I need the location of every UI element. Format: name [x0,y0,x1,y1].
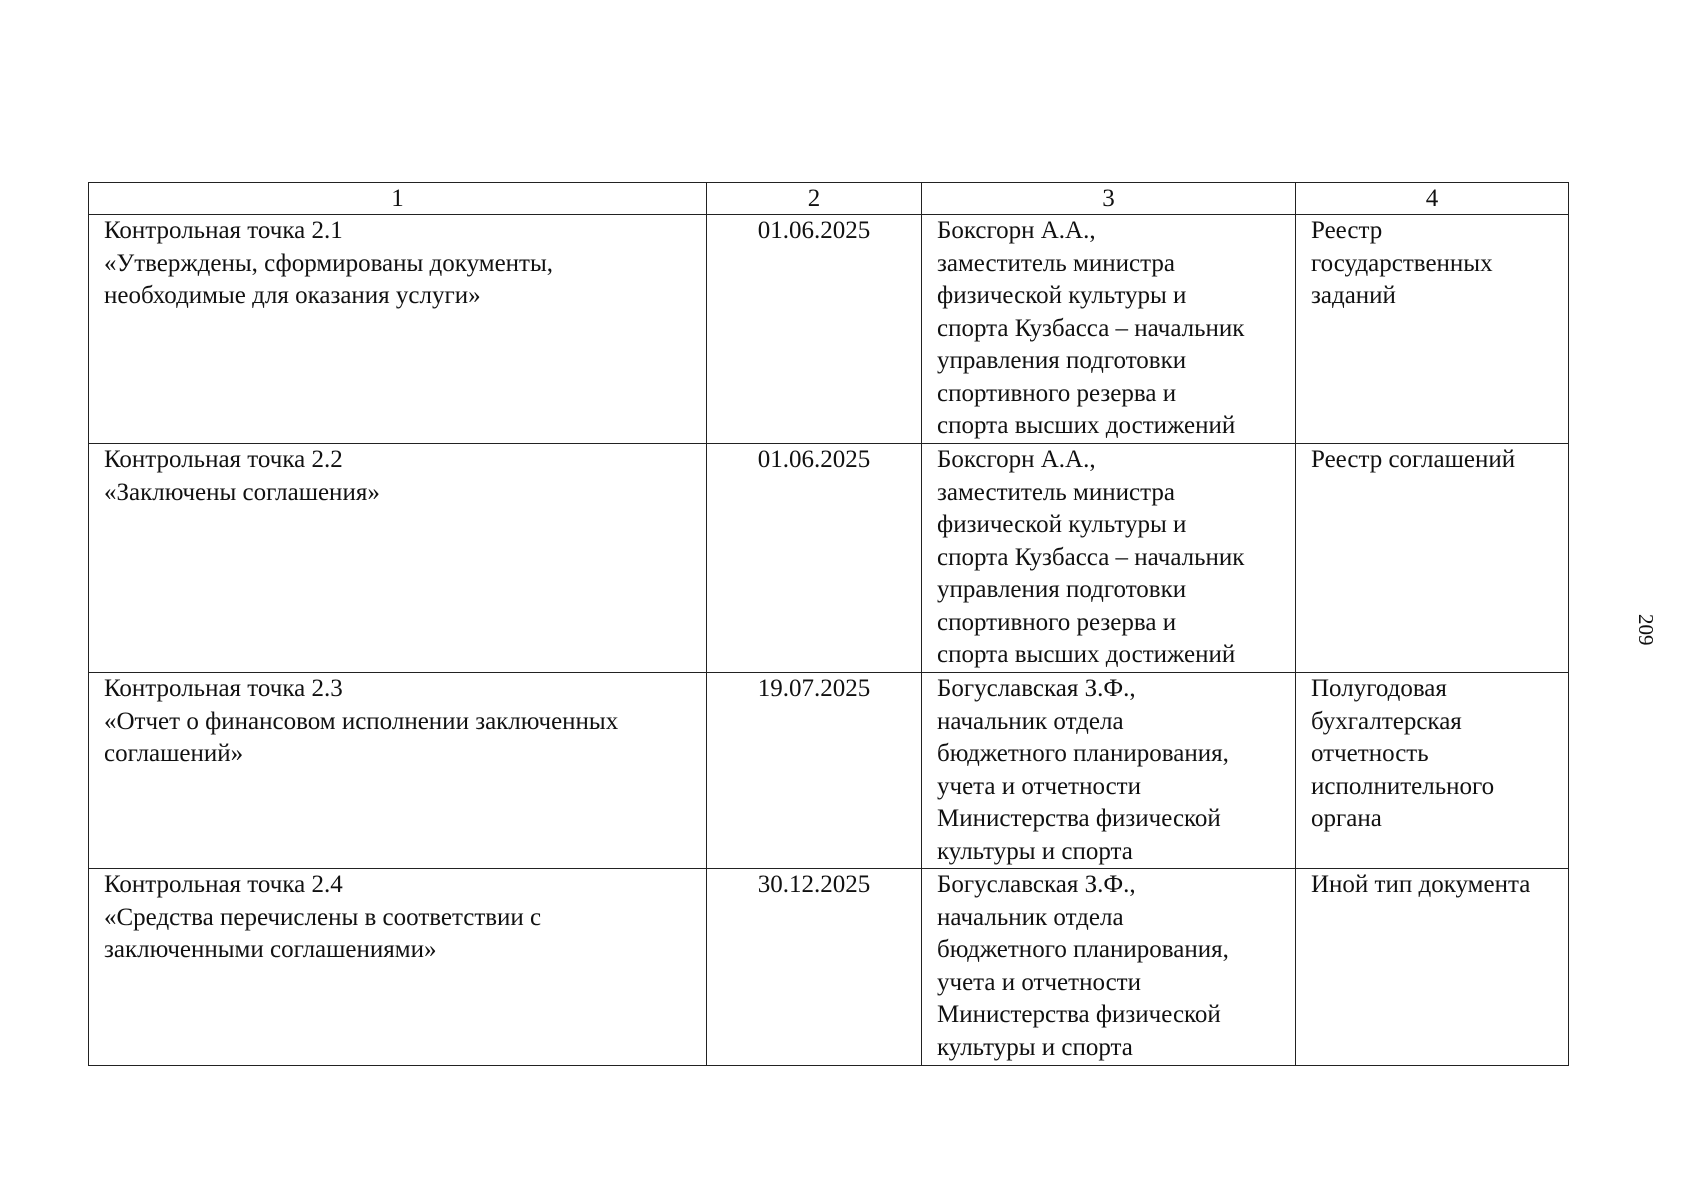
document-type-cell [1296,869,1569,1066]
table-header-row [89,183,1569,215]
cell-line: «Утверждены, сформированы документы, [104,249,554,277]
cell-line: органа [1311,805,1382,832]
control-point-name-cell [89,673,707,869]
cell-line: бухгалтерская [1311,707,1462,735]
control-point-name-cell [89,215,707,444]
cell-line: учета и отчетности [937,968,1141,996]
control-point-name-cell [89,869,707,1066]
cell-line: Богуславская З.Ф., [937,675,1136,702]
cell-line: Контрольная точка 2.1 [104,217,343,244]
cell-line: спортивного резерва и [937,379,1177,407]
cell-line: спорта Кузбасса – начальник [937,314,1245,342]
cell-line: государственных [1311,249,1493,277]
cell-line: физической культуры и [937,282,1187,309]
cell-line: управления подготовки [937,576,1187,603]
cell-line: Министерства физической [937,805,1221,832]
cell-line: «Заключены соглашения» [104,478,380,506]
due-date-cell: 01.06.2025 [707,444,922,673]
cell-line: бюджетного планирования, [937,936,1229,963]
cell-line: спортивного резерва и [937,608,1177,636]
document-type-cell [1296,215,1569,444]
cell-line: Контрольная точка 2.2 [104,446,343,473]
cell-line: культуры и спорта [937,837,1133,865]
due-date-cell: 19.07.2025 [707,673,922,869]
due-date-cell: 30.12.2025 [707,869,922,1066]
cell-line: Боксгорн А.А., [937,217,1096,244]
cell-line: начальник отдела [937,903,1124,931]
control-point-name-cell [89,444,707,673]
cell-line: управления подготовки [937,347,1187,374]
cell-line: соглашений» [104,740,244,767]
cell-line: Иной тип документа [1311,871,1531,898]
cell-line: учета и отчетности [937,772,1141,800]
table-row [89,869,1569,1066]
cell-line: спорта высших достижений [937,412,1236,439]
due-date-cell: 01.06.2025 [707,215,922,444]
cell-line: «Средства перечислены в соответствии с [104,903,542,931]
cell-line: Министерства физической [937,1001,1221,1028]
cell-line: Реестр соглашений [1311,446,1516,473]
control-points-table [88,182,1569,1066]
cell-line: Контрольная точка 2.3 [104,675,343,702]
header-cell-2: 2 [707,183,922,215]
cell-line: «Отчет о финансовом исполнении заключенных [104,707,619,735]
cell-line: заключенными соглашениями» [104,936,437,963]
cell-line: отчетность [1311,740,1429,767]
cell-line: Контрольная точка 2.4 [104,871,343,898]
cell-line: начальник отдела [937,707,1124,735]
cell-line: заместитель министра [937,478,1175,506]
document-type-cell [1296,673,1569,869]
document-type-cell [1296,444,1569,673]
cell-line: спорта высших достижений [937,641,1236,668]
header-cell-3: 3 [922,183,1296,215]
header-cell-4: 4 [1296,183,1569,215]
cell-line: культуры и спорта [937,1033,1133,1061]
cell-line: бюджетного планирования, [937,740,1229,767]
page-number: 209 [1634,614,1658,646]
cell-line: физической культуры и [937,511,1187,538]
table-row [89,444,1569,673]
header-cell-1: 1 [89,183,707,215]
cell-line: заданий [1311,282,1396,309]
cell-line: Боксгорн А.А., [937,446,1096,473]
cell-line: спорта Кузбасса – начальник [937,543,1245,571]
responsible-person-cell [922,215,1296,444]
table-row [89,215,1569,444]
cell-line: Реестр [1311,217,1383,244]
cell-line: заместитель министра [937,249,1175,277]
cell-line: Богуславская З.Ф., [937,871,1136,898]
responsible-person-cell [922,444,1296,673]
cell-line: исполнительного [1311,772,1495,800]
cell-line: Полугодовая [1311,675,1447,702]
cell-line: необходимые для оказания услуги» [104,282,481,309]
responsible-person-cell [922,673,1296,869]
responsible-person-cell [922,869,1296,1066]
table-row [89,673,1569,869]
